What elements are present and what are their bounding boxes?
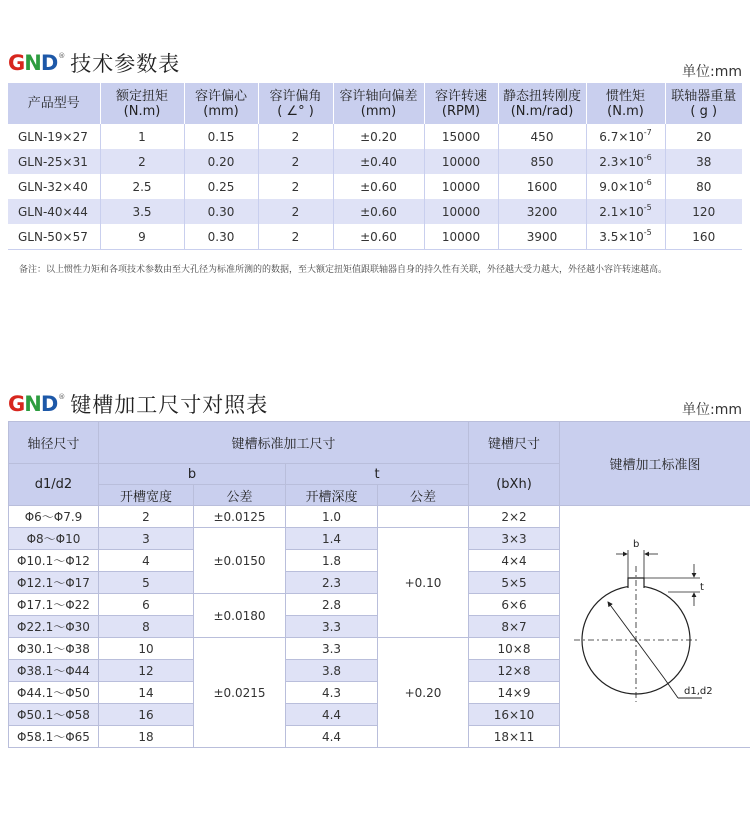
inertia-exponent: -5 xyxy=(643,202,652,212)
header-torque-unit: (N.m) xyxy=(123,103,161,119)
cell-b-width: 18 xyxy=(99,726,194,748)
header-eccentric-label: 容许偏心 xyxy=(194,88,247,104)
inertia-exponent: -6 xyxy=(643,152,652,162)
cell-b-tolerance: ±0.0180 xyxy=(194,594,286,638)
table-row xyxy=(9,506,750,528)
label-b: b xyxy=(633,539,640,550)
cell-key-size: 2×2 xyxy=(469,506,560,528)
keyway-table xyxy=(8,421,750,748)
cell-t-depth: 3.3 xyxy=(286,616,378,638)
b-width-header: 开槽宽度 xyxy=(99,485,194,506)
key-size-subheader: (bXh) xyxy=(469,464,560,506)
cell-weight: 160 xyxy=(665,224,742,250)
cell-b-width: 6 xyxy=(99,594,194,616)
cell-eccentric: 0.30 xyxy=(184,224,258,250)
cell-speed: 10000 xyxy=(424,174,498,199)
cell-model: GLN-25×31 xyxy=(8,149,100,174)
cell-angle: 2 xyxy=(258,174,333,199)
header-stiffness-unit: (N.m/rad) xyxy=(510,103,574,119)
section1-heading xyxy=(8,48,180,78)
cell-eccentric: 0.30 xyxy=(184,199,258,224)
cell-b-width: 10 xyxy=(99,638,194,660)
cell-key-size: 16×10 xyxy=(469,704,560,726)
cell-inertia xyxy=(586,224,665,250)
cell-key-size: 3×3 xyxy=(469,528,560,550)
cell-stiffness: 3900 xyxy=(498,224,586,250)
inertia-base: 2.3×10 xyxy=(599,154,644,169)
cell-t-depth: 4.4 xyxy=(286,726,378,748)
cell-t-depth: 2.8 xyxy=(286,594,378,616)
cell-angle: 2 xyxy=(258,199,333,224)
diagram-header: 键槽加工标准图 xyxy=(560,422,750,506)
section2-unit: 单位:mm xyxy=(682,402,742,418)
cell-inertia xyxy=(586,199,665,224)
cell-t-depth: 4.3 xyxy=(286,682,378,704)
cell-stiffness: 850 xyxy=(498,149,586,174)
gnd-logo: G N D ® xyxy=(8,50,65,75)
section2-title: 键槽加工尺寸对照表 xyxy=(70,393,269,417)
cell-shaft: Φ58.1～Φ65 xyxy=(9,726,99,748)
cell-b-width: 14 xyxy=(99,682,194,704)
label-d: d1,d2 xyxy=(684,686,713,697)
cell-axial: ±0.60 xyxy=(333,199,424,224)
cell-shaft: Φ22.1～Φ30 xyxy=(9,616,99,638)
label-t: t xyxy=(700,582,704,593)
cell-b-width: 16 xyxy=(99,704,194,726)
cell-model: GLN-19×27 xyxy=(18,129,88,144)
cell-t-tolerance xyxy=(378,506,469,528)
t-tol-header: 公差 xyxy=(378,485,469,506)
cell-axial: ±0.60 xyxy=(333,174,424,199)
cell-shaft: Φ12.1～Φ17 xyxy=(9,572,99,594)
tech-params-header-row xyxy=(8,83,742,124)
t-depth-header: 开槽深度 xyxy=(286,485,378,506)
tech-params-table xyxy=(8,83,742,250)
cell-shaft: Φ44.1～Φ50 xyxy=(9,682,99,704)
cell-angle: 2 xyxy=(258,124,333,149)
cell-shaft: Φ50.1～Φ58 xyxy=(9,704,99,726)
inertia-base: 6.7×10 xyxy=(599,129,644,144)
cell-axial: ±0.60 xyxy=(333,224,424,250)
header-weight xyxy=(665,83,742,124)
table-row xyxy=(8,224,742,250)
cell-inertia xyxy=(586,124,665,149)
cell-shaft: Φ30.1～Φ38 xyxy=(9,638,99,660)
keyway-diagram xyxy=(560,506,749,736)
header-eccentric-unit: (mm) xyxy=(203,103,239,119)
cell-t-depth: 1.0 xyxy=(286,506,378,528)
header-speed xyxy=(424,83,498,124)
cell-inertia xyxy=(586,174,665,199)
cell-key-size: 4×4 xyxy=(469,550,560,572)
t-header: t xyxy=(286,464,469,485)
cell-t-tolerance: +0.10 xyxy=(378,528,469,638)
header-stiffness-label: 静态扭转刚度 xyxy=(502,88,581,104)
header-torque-label: 额定扭矩 xyxy=(115,88,168,104)
shaft-subheader: d1/d2 xyxy=(9,464,99,506)
cell-torque: 1 xyxy=(100,124,184,149)
header-speed-label: 容许转速 xyxy=(434,88,487,104)
shaft-header: 轴径尺寸 xyxy=(9,422,99,464)
params-note: 备注：以上惯性力矩和各项技术参数由至大孔径为标准所测的的数据，至大额定扭矩值跟联轴器自身的持久性有关联，外径越大受力越大，外径越小容许转速越高。 xyxy=(19,265,668,275)
section1-unit: 单位:mm xyxy=(682,64,742,80)
cell-stiffness: 450 xyxy=(498,124,586,149)
header-axial xyxy=(333,83,424,124)
inertia-base: 9.0×10 xyxy=(599,179,644,194)
header-angle-label: 容许偏角 xyxy=(269,88,322,104)
cell-key-size: 18×11 xyxy=(469,726,560,748)
cell-t-depth: 1.8 xyxy=(286,550,378,572)
cell-model: GLN-50×57 xyxy=(8,224,100,250)
cell-speed: 10000 xyxy=(424,149,498,174)
keyway-diagram-cell xyxy=(560,506,750,748)
cell-eccentric: 0.20 xyxy=(184,149,258,174)
cell-torque: 3.5 xyxy=(100,199,184,224)
cell-model: GLN-40×44 xyxy=(8,199,100,224)
b-header: b xyxy=(99,464,286,485)
cell-weight: 20 xyxy=(665,124,742,149)
header-axial-unit: (mm) xyxy=(360,103,397,119)
cell-axial: ±0.40 xyxy=(333,149,424,174)
cell-torque: 2.5 xyxy=(100,174,184,199)
cell-torque: 2 xyxy=(100,149,184,174)
cell-b-tolerance: ±0.0125 xyxy=(194,506,286,528)
header-weight-unit: ( g ) xyxy=(690,103,718,119)
cell-b-width: 3 xyxy=(99,528,194,550)
inertia-base: 2.1×10 xyxy=(599,204,644,219)
cell-angle: 2 xyxy=(258,224,333,250)
header-inertia-label: 惯性矩 xyxy=(605,88,645,104)
cell-t-depth: 3.3 xyxy=(286,638,378,660)
cell-shaft: Φ6～Φ7.9 xyxy=(9,506,99,528)
header-model xyxy=(8,83,100,124)
cell-stiffness: 1600 xyxy=(498,174,586,199)
cell-b-tolerance: ±0.0150 xyxy=(194,528,286,594)
header-speed-unit: (RPM) xyxy=(441,103,481,119)
cell-b-width: 4 xyxy=(99,550,194,572)
cell-weight: 38 xyxy=(665,149,742,174)
key-size-header: 键槽尺寸 xyxy=(469,422,560,464)
table-row xyxy=(8,199,742,224)
table-row xyxy=(8,149,742,174)
cell-angle: 2 xyxy=(258,149,333,174)
cell-t-depth: 4.4 xyxy=(286,704,378,726)
cell-b-width: 12 xyxy=(99,660,194,682)
cell-torque: 9 xyxy=(100,224,184,250)
cell-shaft: Φ17.1～Φ22 xyxy=(9,594,99,616)
cell-b-tolerance: ±0.0215 xyxy=(194,638,286,748)
cell-shaft: Φ10.1～Φ12 xyxy=(9,550,99,572)
std-header: 键槽标准加工尺寸 xyxy=(99,422,469,464)
cell-b-width: 2 xyxy=(99,506,194,528)
inertia-base: 3.5×10 xyxy=(599,229,644,244)
b-tol-header: 公差 xyxy=(194,485,286,506)
table-row xyxy=(8,124,742,149)
cell-key-size: 10×8 xyxy=(469,638,560,660)
cell-eccentric: 0.25 xyxy=(184,174,258,199)
gnd-logo: G N D ® xyxy=(8,391,65,416)
header-torque xyxy=(100,83,184,124)
cell-axial: ±0.20 xyxy=(333,124,424,149)
cell-key-size: 12×8 xyxy=(469,660,560,682)
cell-b-width: 5 xyxy=(99,572,194,594)
cell-speed: 15000 xyxy=(424,124,498,149)
cell-weight: 120 xyxy=(665,199,742,224)
cell-b-width: 8 xyxy=(99,616,194,638)
header-inertia xyxy=(586,83,665,124)
cell-speed: 10000 xyxy=(424,199,498,224)
cell-stiffness: 3200 xyxy=(498,199,586,224)
cell-shaft: Φ8～Φ10 xyxy=(9,528,99,550)
cell-inertia xyxy=(586,149,665,174)
table-row xyxy=(8,174,742,199)
header-eccentric xyxy=(184,83,258,124)
header-model-label: 产品型号 xyxy=(27,96,80,111)
inertia-exponent: -5 xyxy=(643,227,652,237)
header-angle xyxy=(258,83,333,124)
section2-heading xyxy=(8,389,268,419)
cell-t-depth: 1.4 xyxy=(286,528,378,550)
header-angle-unit: ( ∠° ) xyxy=(277,103,314,119)
header-axial-label: 容许轴向偏差 xyxy=(339,88,418,104)
header-stiffness xyxy=(498,83,586,124)
cell-weight: 80 xyxy=(665,174,742,199)
cell-eccentric: 0.15 xyxy=(184,124,258,149)
cell-model: GLN-32×40 xyxy=(18,179,88,194)
cell-key-size: 8×7 xyxy=(469,616,560,638)
cell-key-size: 14×9 xyxy=(469,682,560,704)
cell-key-size: 5×5 xyxy=(469,572,560,594)
cell-speed: 10000 xyxy=(424,224,498,250)
cell-t-depth: 2.3 xyxy=(286,572,378,594)
header-weight-label: 联轴器重量 xyxy=(671,88,737,104)
header-inertia-unit: (N.m) xyxy=(607,103,644,119)
cell-key-size: 6×6 xyxy=(469,594,560,616)
cell-t-tolerance: +0.20 xyxy=(378,638,469,748)
section1-title: 技术参数表 xyxy=(70,52,181,76)
inertia-exponent: -7 xyxy=(643,127,652,137)
inertia-exponent: -6 xyxy=(643,177,652,187)
cell-t-depth: 3.8 xyxy=(286,660,378,682)
cell-shaft: Φ38.1～Φ44 xyxy=(9,660,99,682)
